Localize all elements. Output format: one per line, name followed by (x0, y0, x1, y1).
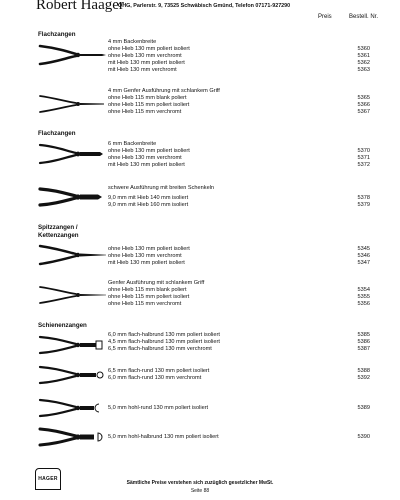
list-item (108, 195, 370, 202)
list-item (108, 60, 370, 67)
order-number: 5355 (357, 294, 370, 300)
order-number: 5345 (357, 246, 370, 252)
list-item (108, 434, 370, 441)
pliers-icon (36, 42, 108, 68)
list-item (108, 253, 370, 260)
item-description: 6,0 mm flach-rund 130 mm verchromt (108, 375, 202, 381)
price-column-header: Preis (318, 14, 332, 20)
order-number: 5367 (357, 109, 370, 115)
item-description: mit Hieb 130 mm verchromt (108, 67, 177, 73)
order-number: 5389 (357, 405, 370, 411)
order-number: 5370 (357, 148, 370, 154)
item-description: mit Hieb 130 mm poliert isoliert (108, 60, 185, 66)
logo-text: HAGER (38, 476, 58, 482)
order-number-column-header: Bestell. Nr. (349, 14, 379, 20)
order-number: 5388 (357, 368, 370, 374)
list-item (108, 294, 370, 301)
order-number: 5371 (357, 155, 370, 161)
list-item (108, 287, 370, 294)
list-item (108, 148, 370, 155)
haager-logo (35, 468, 61, 490)
order-number: 5390 (357, 434, 370, 440)
item-description: ohne Hieb 115 mm blank poliert (108, 287, 187, 293)
pliers-icon (36, 395, 108, 421)
list-item (108, 346, 370, 353)
list-item (108, 246, 370, 253)
item-description: ohne Hieb 115 mm poliert isoliert (108, 294, 190, 300)
list-item (108, 46, 370, 53)
item-description: ohne Hieb 130 mm poliert isoliert (108, 46, 190, 52)
order-number: 5365 (357, 95, 370, 101)
list-item (108, 155, 370, 162)
pliers-icon (36, 92, 108, 116)
pliers-icon (36, 362, 108, 388)
item-description: ohne Hieb 115 mm verchromt (108, 301, 182, 307)
list-item (108, 102, 370, 109)
item-description: mit Hieb 130 mm poliert isoliert (108, 260, 185, 266)
section-title-flachzangen: Flachzangen (38, 31, 76, 38)
pliers-icon (36, 424, 108, 450)
order-number: 5366 (357, 102, 370, 108)
list-item (108, 405, 370, 412)
item-description: 5,0 mm hohl-halbrund 130 mm poliert isoliert (108, 434, 219, 440)
group-title: 4 mm Backenbreite (108, 39, 157, 45)
pliers-icon (36, 332, 108, 358)
order-number: 5387 (357, 346, 370, 352)
order-number: 5361 (357, 53, 370, 59)
pliers-icon (36, 184, 108, 210)
item-description: ohne Hieb 130 mm poliert isoliert (108, 148, 190, 154)
item-description: ohne Hieb 130 mm verchromt (108, 53, 182, 59)
item-description: ohne Hieb 115 mm blank poliert (108, 95, 187, 101)
list-item (108, 368, 370, 375)
item-description: ohne Hieb 130 mm verchromt (108, 253, 182, 259)
pliers-icon (36, 283, 108, 307)
vat-note: Sämtliche Preise verstehen sich zuzüglich gesetzlicher MwSt. (126, 480, 274, 486)
pliers-icon (36, 242, 108, 268)
item-description: 5,0 mm hohl-rund 130 mm poliert isoliert (108, 405, 209, 411)
item-description: ohne Hieb 115 mm poliert isoliert (108, 102, 190, 108)
list-item (108, 162, 370, 169)
order-number: 5347 (357, 260, 370, 266)
list-item (108, 95, 370, 102)
order-number: 5360 (357, 46, 370, 52)
item-description: 6,5 mm flach-halbrund 130 mm verchromt (108, 346, 212, 352)
company-address: OHG, Parlerstr. 9, 73525 Schwäbisch Gmünd, Telefon 07171-927290 (118, 3, 291, 9)
list-item (108, 67, 370, 74)
order-number: 5392 (357, 375, 370, 381)
list-item (108, 53, 370, 60)
list-item (108, 375, 370, 382)
pliers-icon (36, 141, 108, 167)
item-description: ohne Hieb 130 mm verchromt (108, 155, 182, 161)
item-description: 9,0 mm mit Hieb 140 mm isoliert (108, 195, 189, 201)
group-title: Genfer Ausführung mit schlankem Griff (108, 280, 205, 286)
list-item (108, 301, 370, 308)
brand-name: Robert Haager (36, 0, 124, 13)
list-item (108, 339, 370, 346)
item-description: 6,5 mm flach-rund 130 mm poliert isoliert (108, 368, 210, 374)
order-number: 5346 (357, 253, 370, 259)
section-title-schienenzangen: Schienenzangen (38, 322, 87, 329)
group-title: schwere Ausführung mit breiten Schenkeln (108, 185, 215, 191)
list-item (108, 202, 370, 209)
list-item (108, 260, 370, 267)
item-description: 9,0 mm mit Hieb 160 mm isoliert (108, 202, 189, 208)
item-description: ohne Hieb 115 mm verchromt (108, 109, 182, 115)
order-number: 5385 (357, 332, 370, 338)
group-title: 6 mm Backenbreite (108, 141, 157, 147)
item-description: 4,5 mm flach-halbrund 130 mm poliert isoliert (108, 339, 220, 345)
item-description: ohne Hieb 130 mm poliert isoliert (108, 246, 190, 252)
order-number: 5378 (357, 195, 370, 201)
order-number: 5354 (357, 287, 370, 293)
list-item (108, 109, 370, 116)
item-description: mit Hieb 130 mm poliert isoliert (108, 162, 185, 168)
order-number: 5356 (357, 301, 370, 307)
order-number: 5386 (357, 339, 370, 345)
order-number: 5372 (357, 162, 370, 168)
order-number: 5362 (357, 60, 370, 66)
page-header (36, 0, 392, 14)
section-title-spitzzangen: Spitzzangen / Kettenzangen (38, 224, 79, 239)
item-description: 6,0 mm flach-halbrund 130 mm poliert isoliert (108, 332, 220, 338)
list-item (108, 332, 370, 339)
page-number: Seite 88 (190, 488, 210, 494)
order-number: 5379 (357, 202, 370, 208)
order-number: 5363 (357, 67, 370, 73)
section-title-flachzangen: Flachzangen (38, 130, 76, 137)
group-title: 4 mm Genfer Ausführung mit schlankem Griff (108, 88, 220, 94)
